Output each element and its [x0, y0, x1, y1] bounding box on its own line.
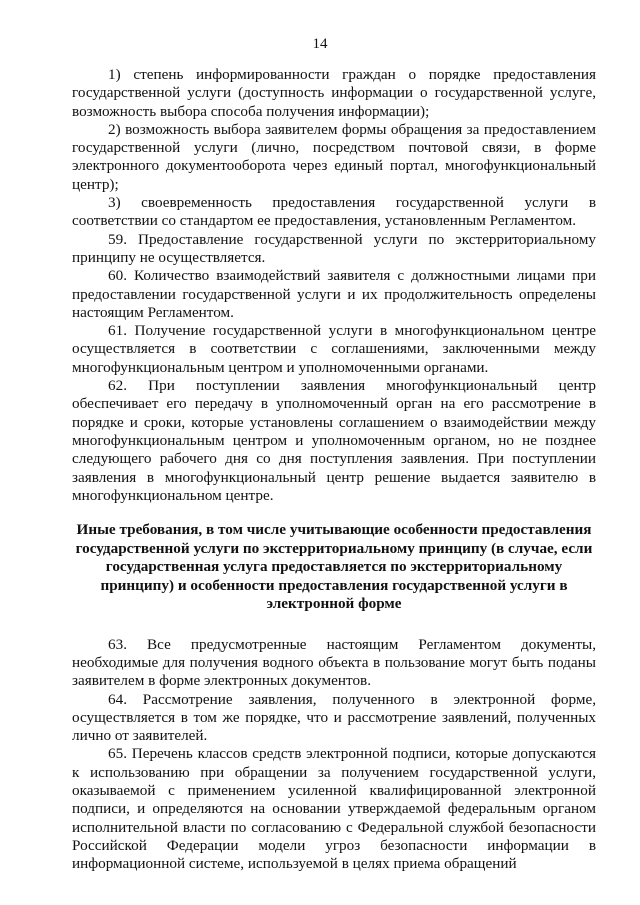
paragraph-criterion-1: 1) степень информированности граждан о порядке предоставления государственной услуги (доступность информации о государственной услуге, возможность выбора способа получения информации);: [72, 66, 596, 120]
paragraph-criterion-2: 2) возможность выбора заявителем формы обращения за предоставлением государственной услуги (лично, посредством почтовой связи, в форме электронного документооборота через единый портал, многофункциональный центр);: [72, 120, 596, 193]
paragraph-61: 61. Получение государственной услуги в многофункциональном центре осуществляется в соответствии с соглашениями, заключенными между многофункциональным центром и уполномоченными органами.: [72, 322, 596, 376]
paragraph-63: 63. Все предусмотренные настоящим Регламентом документы, необходимые для получения водного объекта в пользование могут быть поданы заявителем в форме электронных документов.: [72, 635, 596, 690]
page-number: 14: [312, 36, 328, 52]
paragraph-62: 62. При поступлении заявления многофункциональный центр обеспечивает его передачу в уполномоченный орган на его рассмотрение в порядке и сроки, которые установлены соглашением о взаимодействии между многофункциональным центром и уполномоченным органом, но не позднее следующего рабочего дня со дня поступления заявления. При поступлении заявления в многофункциональный центр решение выдается заявителю в многофункциональном центре.: [72, 377, 596, 504]
paragraph-65: 65. Перечень классов средств электронной подписи, которые допускаются к использованию при обращении за получением государственной услуги, оказываемой с применением усиленной квалифицированной электронной подписи, и определяются на основании утверждаемой федеральным органом исполнительной власти по согласованию с Федеральной службой безопасности Российской Федерации модели угроз безопасности информации в информационной системе, используемой в целях приема обращений: [72, 745, 596, 873]
paragraph-64: 64. Рассмотрение заявления, полученного в электронной форме, осуществляется в том же порядке, что и рассмотрение заявлений, полученных лично от заявителей.: [72, 690, 596, 745]
paragraph-59: 59. Предоставление государственной услуги по экстерриториальному принципу не осуществляется.: [72, 230, 596, 266]
paragraph-criterion-3: 3) своевременность предоставления государственной услуги в соответствии со стандартом ее предоставления, установленным Регламентом.: [72, 194, 596, 230]
paragraph-60: 60. Количество взаимодействий заявителя с должностными лицами при предоставлении государственной услуги и их продолжительность определены настоящим Регламентом.: [72, 267, 596, 321]
section-heading: Иные требования, в том числе учитывающие особенности предоставления государственной услуги по экстерриториальному принципу (в случае, если государственная услуга предоставляется по экстерриториальному принципу) и особенности предоставления государственной услуги в электронной форме: [75, 521, 593, 613]
document-body: [72, 66, 596, 873]
